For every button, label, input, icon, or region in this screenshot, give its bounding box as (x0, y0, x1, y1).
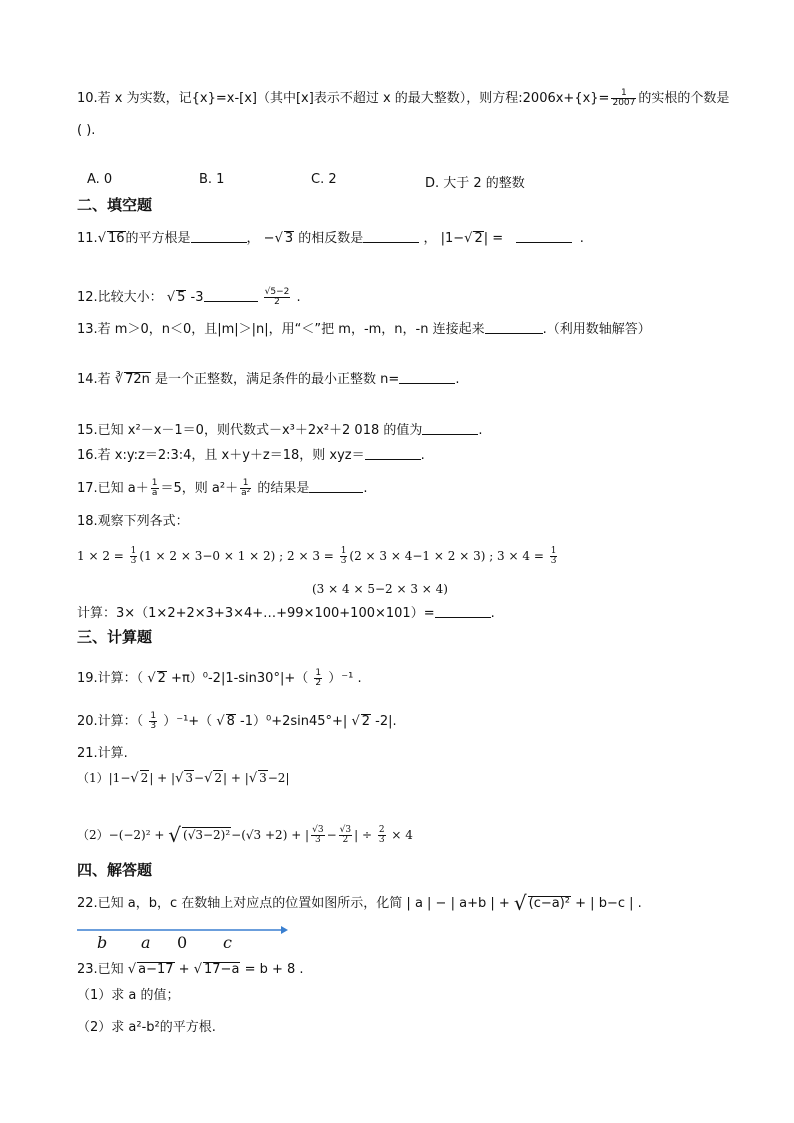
q23-part1: （1）求 a 的值； (77, 988, 180, 1003)
q11: 11.√ 16的平方根是 ， −√ 3 的相反数是 ， |1−√ 2| = . (77, 231, 584, 246)
section-heading-fill-in: 二、填空题 (77, 196, 153, 214)
q10-option-c: C. 2 (311, 172, 337, 187)
q18-formula-line1: 1 × 2 = $\frac{1}{3}$ (1 × 2 × 3−0 × 1 × 2) ; 2 × 3 = $\frac{1}{3}$ (2 × 3 × 4−1 × 2 × 3) ; 3 × 4 = $\frac{1}{3}$ (77, 546, 557, 566)
section-heading-calculation: 三、计算题 (77, 628, 153, 646)
q18-formula-line2: (3 × 4 × 5−2 × 3 × 4) (312, 582, 448, 596)
q12: 12.比较大小： √ 5 -3 $\frac{√5-2}{2}$ . (77, 287, 301, 307)
number-line (77, 918, 289, 954)
q17-fraction-2: $\frac{1}{\text{a²}}$ (241, 478, 251, 498)
q20: 20.计算：（ $\frac{1}{3}$ ）⁻¹+（ √ 8 -1）⁰+2sin45°+| √ 2 -2|. (77, 711, 397, 731)
number-line-label-0: 0 (177, 933, 188, 952)
q21-title: 21.计算. (77, 746, 128, 761)
q21-part2: （2）−(−2)² + √ (√3−2)²−(√3 +2) + | $\frac{√3}{3}$ − $\frac{√3}{2}$ | ÷ $\frac{2}{3}$ × 4 (77, 823, 413, 847)
q10-line2: ( ). (77, 123, 96, 138)
number-line-label-b: b (97, 933, 108, 952)
q18-title: 18.观察下列各式： (77, 514, 189, 529)
q17: 17.已知 a＋ $\frac{1}{a}$ ＝5，则 a²＋ $\frac{1}{\text{a²}}$ 的结果是 . (77, 478, 368, 498)
q12-fraction: $\frac{√5-2}{2}$ (264, 287, 290, 307)
q10-fraction: $\frac{1}{2007}$ (612, 88, 636, 108)
q10-option-d: D. 大于 2 的整数 (425, 176, 525, 191)
q14: 14.若 ∛ 72n 是一个正整数，满足条件的最小正整数 n= . (77, 372, 460, 387)
q23-part2: （2）求 a²-b²的平方根. (77, 1020, 216, 1035)
q23: 23.已知 √ a−17 + √ 17−a = b + 8 . (77, 962, 304, 977)
q18-calc: 计算：3×（1×2+2×3+3×4+…+99×100+100×101）= . (77, 606, 495, 621)
number-line-label-c: c (223, 933, 232, 952)
q10-option-a: A. 0 (87, 172, 113, 187)
q16: 16.若 x:y:z＝2:3:4，且 x＋y＋z＝18，则 xyz＝ . (77, 448, 425, 463)
number-line-label-a: a (141, 933, 151, 952)
q15: 15.已知 x²－x－1＝0，则代数式－x³＋2x²＋2 018 的值为 . (77, 423, 483, 438)
q10-option-b: B. 1 (199, 172, 225, 187)
q10-line1: 10.若 x 为实数，记{x}=x-[x]（其中[x]表示不超过 x 的最大整数），则方程:2006x+{x}= $\frac{1}{2007}$ 的实根的个数是 (77, 88, 730, 108)
number-line-arrow (281, 926, 288, 934)
q17-fraction-1: $\frac{1}{a}$ (151, 478, 158, 498)
q21-part1: （1）|1−√ 2| + |√ 3−√ 2| + |√ 3−2| (77, 771, 290, 786)
q22: 22.已知 a，b，c 在数轴上对应点的位置如图所示，化简 | a | − | a+b | + √ (c−a)² + | b−c | . (77, 891, 642, 915)
q13: 13.若 m＞0，n＜0，且|m|＞|n|，用“＜”把 m，-m，n，-n 连接起来 .（利用数轴解答） (77, 322, 651, 337)
q19: 19.计算：（ √ 2 +π）⁰-2|1-sin30°|+（ $\frac{1}{2}$ ）⁻¹ . (77, 668, 362, 688)
section-heading-answer: 四、解答题 (77, 861, 153, 879)
